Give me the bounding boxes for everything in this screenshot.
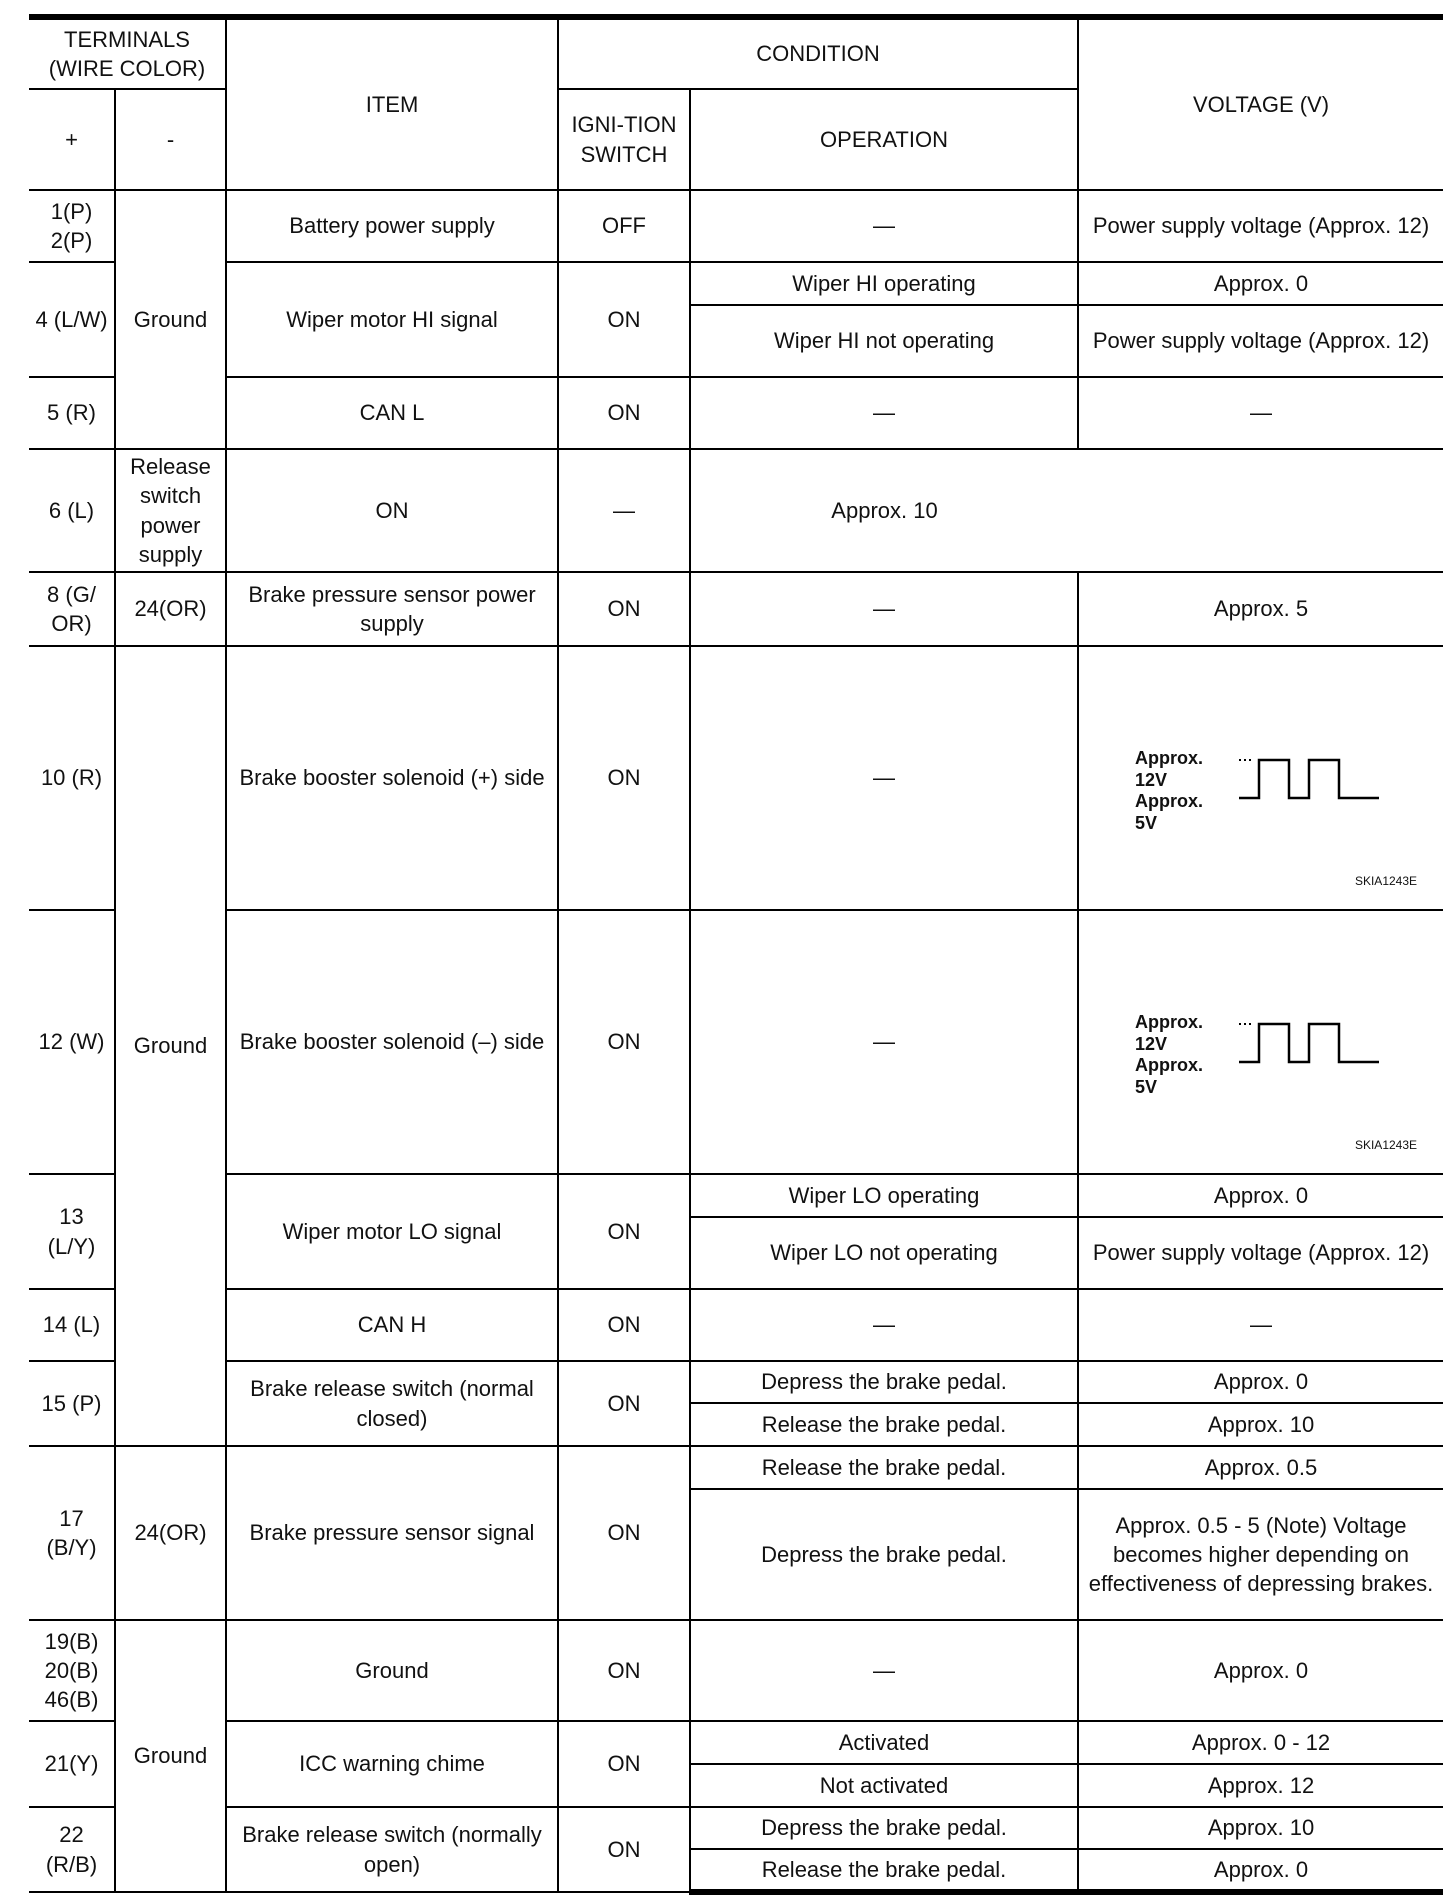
operation: Release the brake pedal. [690,1849,1078,1892]
terminal-minus: Ground [115,646,226,1446]
operation: Not activated [690,1764,1078,1807]
waveform-low-label: Approx. 5V [1135,1055,1204,1097]
header-voltage: VOLTAGE (V) [1078,17,1443,190]
voltage: Power supply voltage (Approx. 12) [1078,305,1443,377]
waveform-high-label: Approx. 12V [1135,1012,1204,1054]
waveform-figure [1079,652,1443,904]
square-wave-graphic [1239,756,1379,806]
terminal-plus: 5 (R) [29,377,115,449]
item: Brake release switch (normal closed) [226,1361,558,1446]
operation: Depress the brake pedal. [690,1361,1078,1403]
terminal-plus: 15 (P) [29,1361,115,1446]
voltage: Approx. 0 [1078,1174,1443,1217]
operation: — [690,190,1078,262]
item: Release switch power supply [115,449,226,572]
terminal-plus: 10 (R) [29,646,115,910]
header-plus: + [29,89,115,190]
terminal-minus: 24(OR) [115,1446,226,1620]
ignition-switch: OFF [558,190,690,262]
voltage: Power supply voltage (Approx. 12) [1078,190,1443,262]
terminal-plus: 6 (L) [29,449,115,572]
voltage: Power supply voltage (Approx. 12) [1078,1217,1443,1289]
operation: Wiper HI operating [690,262,1078,305]
voltage: — [1078,377,1443,449]
operation: — [690,646,1078,910]
waveform-labels [1135,748,1215,834]
ignition-switch: ON [558,910,690,1174]
square-wave-graphic [1239,1020,1379,1070]
terminal-plus: 21(Y) [29,1721,115,1807]
terminal-plus: 8 (G/ OR) [29,572,115,646]
terminal-plus: 22 (R/B) [29,1807,115,1892]
item: CAN H [226,1289,558,1361]
operation: Activated [690,1721,1078,1764]
voltage: Approx. 0.5 [1078,1446,1443,1489]
header-item: ITEM [226,17,558,190]
terminal-voltage-table [29,14,1443,1895]
waveform-high-label: Approx. 12V [1135,748,1204,790]
ignition-switch: ON [558,1289,690,1361]
ignition-switch: ON [558,1446,690,1620]
terminal-plus: 13 (L/Y) [29,1174,115,1289]
voltage: Approx. 0.5 - 5 (Note) Voltage becomes higher depending on effectiveness of depressing brakes. [1078,1489,1443,1620]
operation: — [690,572,1078,646]
item: Brake booster solenoid (–) side [226,910,558,1174]
item: Ground [226,1620,558,1721]
ignition-switch: ON [558,262,690,377]
item: Brake pressure sensor signal [226,1446,558,1620]
voltage: Approx. 0 [1078,262,1443,305]
item: Wiper motor HI signal [226,262,558,377]
terminal-plus: 1(P) 2(P) [29,190,115,262]
operation: Release the brake pedal. [690,1446,1078,1489]
figure-code: SKIA1243E [1354,874,1418,889]
item: Brake pressure sensor power supply [226,572,558,646]
figure-code: SKIA1243E [1354,1138,1418,1153]
voltage: Approx. 0 - 12 [1078,1721,1443,1764]
ignition-switch: ON [558,377,690,449]
operation: Wiper LO operating [690,1174,1078,1217]
operation: — [558,449,690,572]
item: Brake booster solenoid (+) side [226,646,558,910]
ignition-switch: ON [558,1174,690,1289]
voltage: Approx. 0 [1078,1620,1443,1721]
item: Brake release switch (normally open) [226,1807,558,1892]
header-condition: CONDITION [558,17,1078,89]
operation: Wiper HI not operating [690,305,1078,377]
voltage: Approx. 10 [1078,1403,1443,1446]
operation: — [690,1620,1078,1721]
voltage-waveform-cell [1078,646,1443,910]
ignition-switch: ON [558,646,690,910]
terminal-plus: 19(B) 20(B) 46(B) [29,1620,115,1721]
terminal-plus: 4 (L/W) [29,262,115,377]
terminal-plus: 12 (W) [29,910,115,1174]
operation: Depress the brake pedal. [690,1807,1078,1849]
header-ignition-switch: IGNI-TION SWITCH [558,89,690,190]
operation: — [690,377,1078,449]
header-operation: OPERATION [690,89,1078,190]
voltage: Approx. 10 [1078,1807,1443,1849]
item: Wiper motor LO signal [226,1174,558,1289]
voltage: — [1078,1289,1443,1361]
voltage: Approx. 0 [1078,1361,1443,1403]
operation: — [690,910,1078,1174]
voltage-waveform-cell [1078,910,1443,1174]
voltage: Approx. 12 [1078,1764,1443,1807]
terminal-plus: 17 (B/Y) [29,1446,115,1620]
item: ICC warning chime [226,1721,558,1807]
ignition-switch: ON [558,1361,690,1446]
voltage: Approx. 0 [1078,1849,1443,1892]
header-minus: - [115,89,226,190]
waveform-figure [1079,916,1443,1168]
terminal-minus: Ground [115,190,226,449]
item: Battery power supply [226,190,558,262]
voltage: Approx. 5 [1078,572,1443,646]
terminal-minus: Ground [115,1620,226,1892]
ignition-switch: ON [558,572,690,646]
terminal-plus: 14 (L) [29,1289,115,1361]
waveform-labels [1135,1012,1215,1098]
operation: Wiper LO not operating [690,1217,1078,1289]
operation: — [690,1289,1078,1361]
operation: Release the brake pedal. [690,1403,1078,1446]
ignition-switch: ON [558,1620,690,1721]
terminal-minus: 24(OR) [115,572,226,646]
operation: Depress the brake pedal. [690,1489,1078,1620]
ignition-switch: ON [226,449,558,572]
ignition-switch: ON [558,1721,690,1807]
item: CAN L [226,377,558,449]
ignition-switch: ON [558,1807,690,1892]
voltage: Approx. 10 [690,449,1078,572]
waveform-low-label: Approx. 5V [1135,791,1204,833]
header-terminals: TERMINALS (WIRE COLOR) [29,17,226,89]
